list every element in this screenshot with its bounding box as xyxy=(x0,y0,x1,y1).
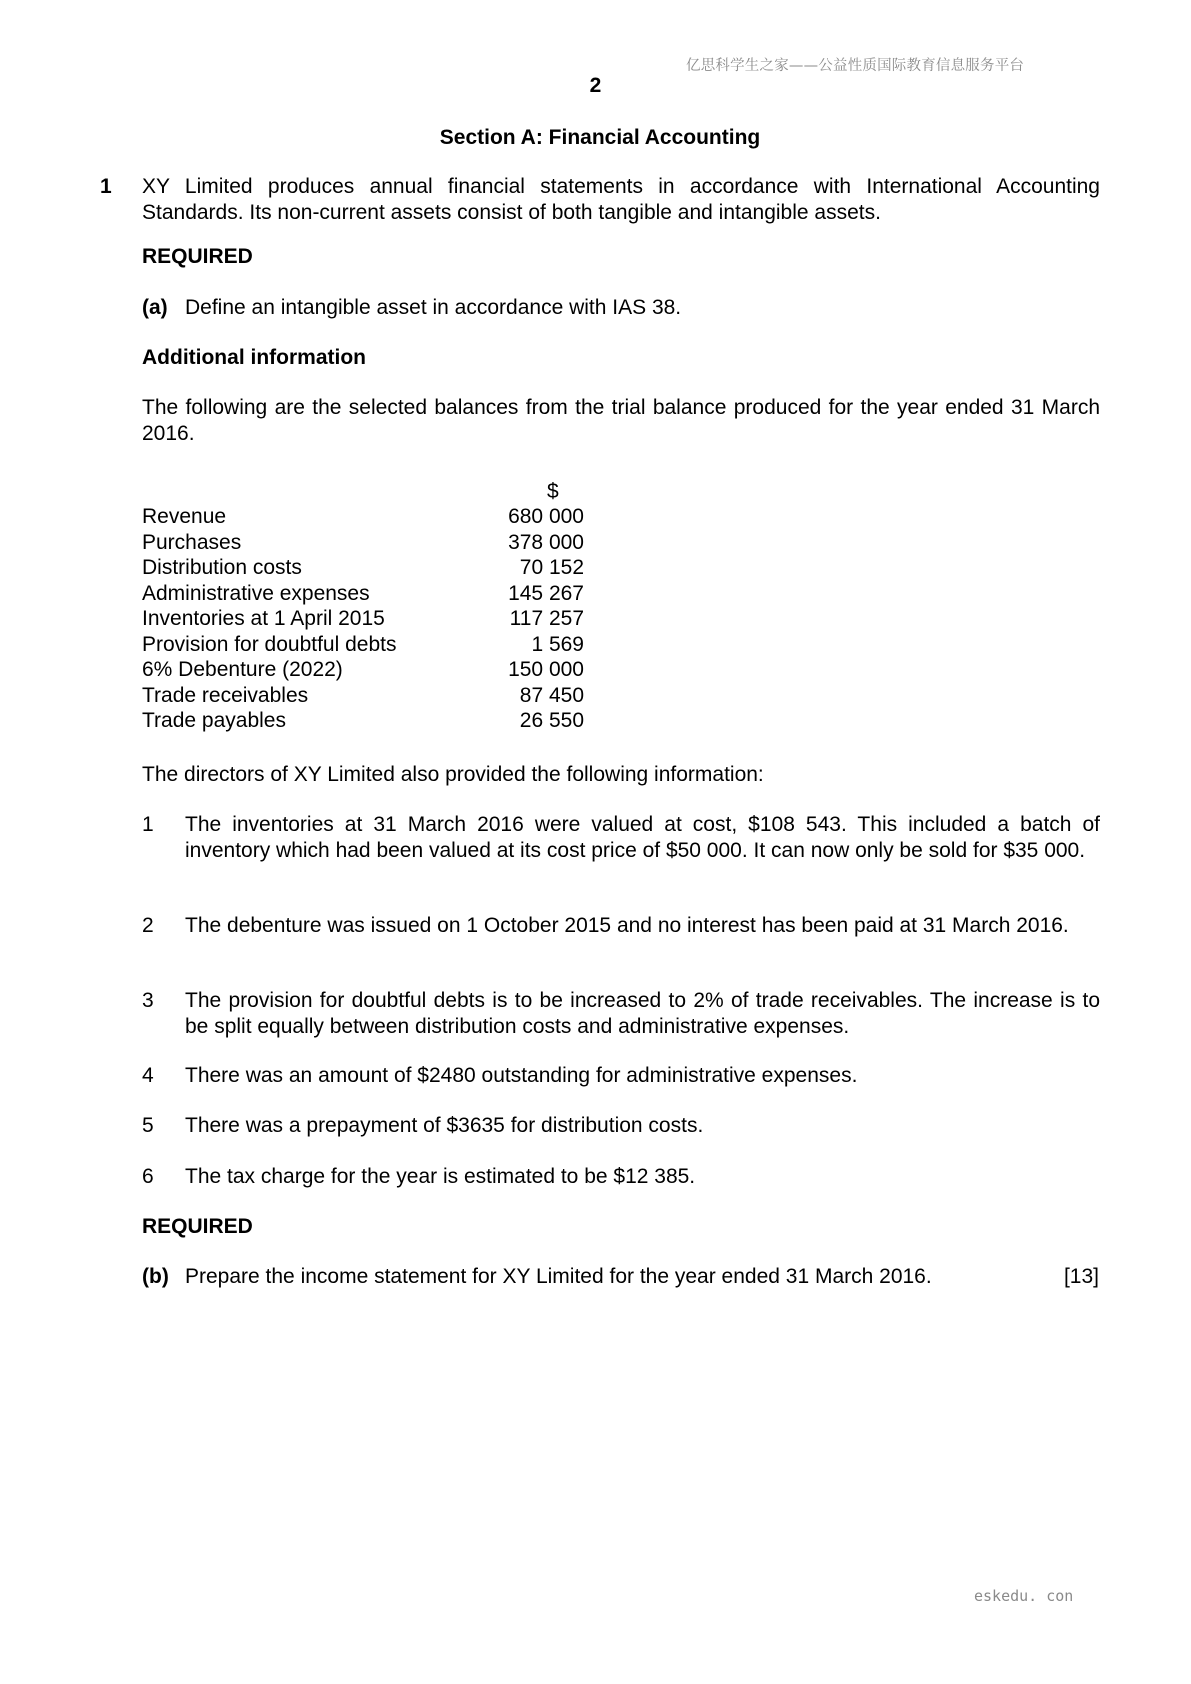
part-a-text: Define an intangible asset in accordance with IAS 38. xyxy=(185,296,682,319)
info-item-text: There was an amount of $2480 outstanding for administrative expenses. xyxy=(185,1064,858,1087)
trial-balance-table xyxy=(142,504,584,734)
watermark-top: 亿思科学生之家——公益性质国际教育信息服务平台 xyxy=(686,58,1025,74)
balance-row xyxy=(142,504,584,530)
part-b-label: (b) xyxy=(142,1265,169,1288)
info-item-number: 6 xyxy=(142,1165,154,1188)
balance-label: Trade receivables xyxy=(142,683,309,707)
balance-value: 70 152 xyxy=(519,556,584,579)
balances-intro: The following are the selected balances from the trial balance produced for the year ended 31 March 2016. xyxy=(142,396,1100,445)
required-heading-1: REQUIRED xyxy=(142,245,253,268)
balance-label: Purchases xyxy=(142,530,242,554)
balance-row xyxy=(142,606,584,632)
balance-value: 1 569 xyxy=(531,632,584,656)
balance-row xyxy=(142,708,584,734)
balance-label: Provision for doubtful debts xyxy=(142,632,397,656)
part-b-marks: [13] xyxy=(1063,1265,1099,1288)
info-item-number: 1 xyxy=(142,813,154,836)
balance-value: 87 450 xyxy=(519,683,584,707)
balance-label: Inventories at 1 April 2015 xyxy=(142,607,385,630)
info-item-text: The debenture was issued on 1 October 2015 and no interest has been paid at 31 March 2016. xyxy=(185,914,1069,937)
required-heading-2: REQUIRED xyxy=(142,1215,253,1238)
watermark-bottom: eskedu. con xyxy=(974,1587,1074,1605)
balance-label: 6% Debenture (2022) xyxy=(142,658,343,681)
balance-value: 150 000 xyxy=(508,658,584,681)
directors-intro: The directors of XY Limited also provided the following information: xyxy=(142,763,764,786)
info-item-number: 2 xyxy=(142,914,154,937)
balance-row xyxy=(142,530,584,556)
part-b-text: Prepare the income statement for XY Limited for the year ended 31 March 2016. xyxy=(185,1265,932,1288)
balance-label: Administrative expenses xyxy=(142,581,370,605)
info-item-number: 3 xyxy=(142,989,154,1012)
additional-info-heading: Additional information xyxy=(142,346,366,369)
currency-header: $ xyxy=(547,480,559,503)
info-item-text: There was a prepayment of $3635 for distribution costs. xyxy=(185,1114,704,1137)
balance-row xyxy=(142,581,584,607)
balance-label: Trade payables xyxy=(142,709,286,732)
part-a-label: (a) xyxy=(142,296,168,319)
balance-value: 680 000 xyxy=(508,505,584,528)
balance-value: 26 550 xyxy=(519,709,584,732)
info-item-number: 4 xyxy=(142,1064,154,1087)
question-intro: XY Limited produces annual financial statements in accordance with International Accounting Standards. Its non-current assets consist of both tangible and intangible assets. xyxy=(142,175,1100,224)
question-number: 1 xyxy=(100,175,112,198)
info-item-number: 5 xyxy=(142,1114,154,1137)
info-item-text: The provision for doubtful debts is to be increased to 2% of trade receivables. The increase is to be split equally between distribution costs and administrative expenses. xyxy=(185,989,1100,1038)
balance-row xyxy=(142,683,584,709)
info-item-text: The inventories at 31 March 2016 were valued at cost, $108 543. This included a batch of inventory which had been valued at its cost price of $50 000. It can now only be sold for $35 000. xyxy=(185,813,1100,862)
balance-value: 378 000 xyxy=(508,530,584,554)
balance-value: 145 267 xyxy=(508,581,584,605)
info-item-text: The tax charge for the year is estimated to be $12 385. xyxy=(185,1165,696,1188)
balance-label: Revenue xyxy=(142,505,227,528)
balance-row xyxy=(142,632,584,658)
section-title: Section A: Financial Accounting xyxy=(439,126,761,149)
balance-row xyxy=(142,657,584,683)
balance-value: 117 257 xyxy=(509,607,584,630)
balance-label: Distribution costs xyxy=(142,556,302,579)
page-number: 2 xyxy=(589,74,602,97)
balance-row xyxy=(142,555,584,581)
